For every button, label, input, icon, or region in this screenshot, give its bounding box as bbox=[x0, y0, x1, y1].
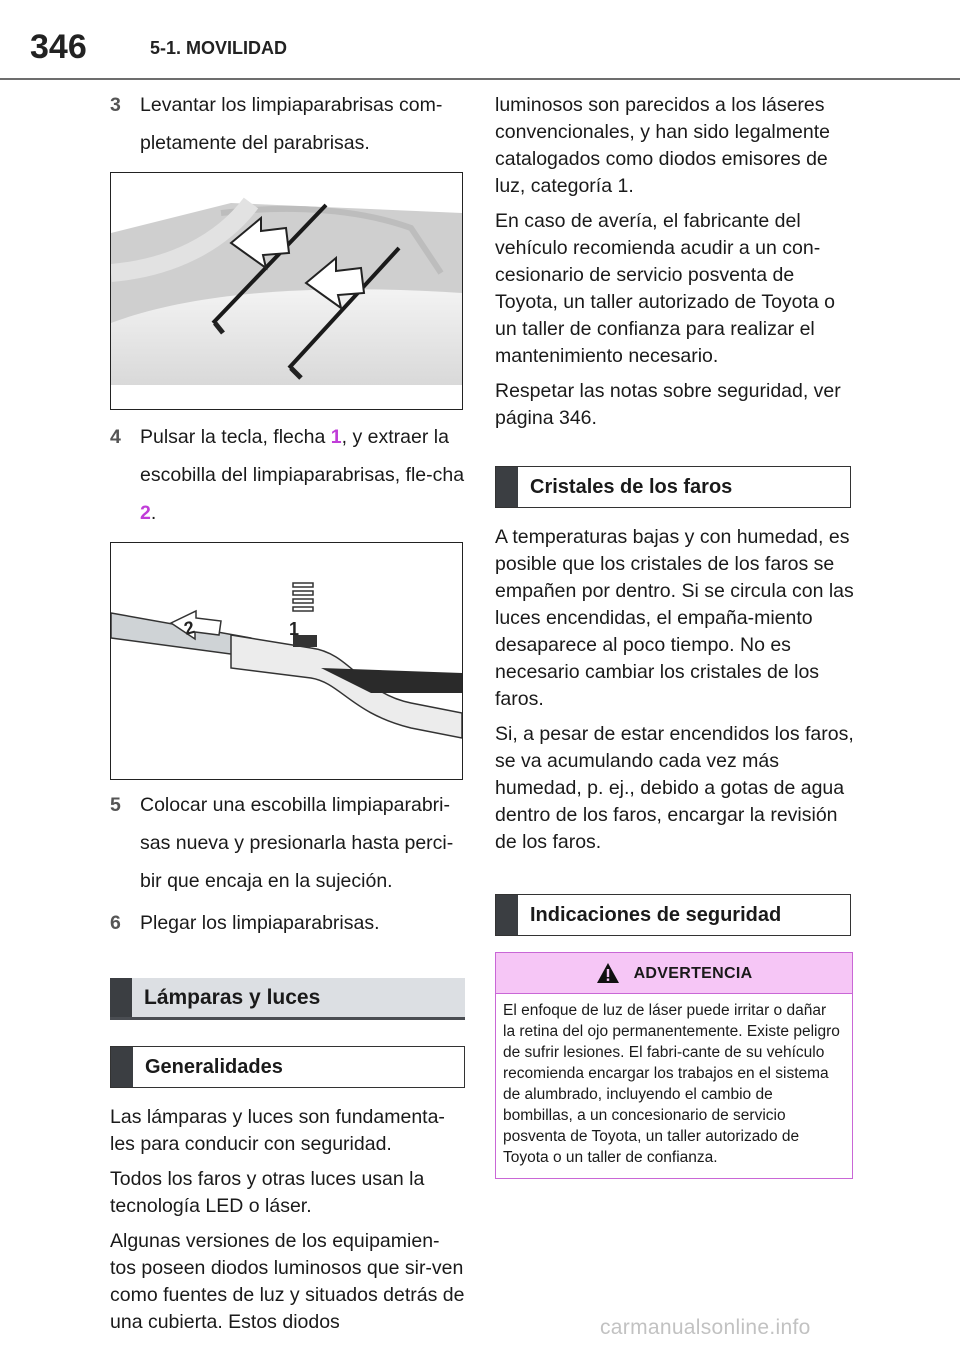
warning-text: El enfoque de luz de láser puede irritar o dañar la retina del ojo permanentemente. Existe peligro de sufrir lesiones. El fabri-cante de su vehículo recomienda encargar los trabajos en el sistema de alumbrado, incluyendo el cambio de bombillas, a un concesionario de servicio posventa de Toyota, un taller autorizado de Toyota o un taller de confianza. bbox=[503, 1002, 840, 1166]
step-6 bbox=[110, 910, 465, 942]
step-3 bbox=[110, 92, 465, 162]
paragraph: Todos los faros y otras luces usan la tecnología LED o láser. bbox=[110, 1168, 425, 1217]
paragraph: Las lámparas y luces son fundamenta-les para conducir con seguridad. bbox=[110, 1106, 445, 1155]
heading-bar bbox=[110, 978, 132, 1017]
fig-label-1: 1 bbox=[289, 619, 300, 639]
step-text: Levantar los limpiaparabrisas com-pletamente del parabrisas. bbox=[140, 94, 443, 154]
paragraph: Si, a pesar de estar encendidos los faros, se va acumulando cada vez más humedad, p. ej., debido a gotas de agua dentro de los faros, encargar la revisión de los faros. bbox=[495, 723, 854, 853]
step-text: Plegar los limpiaparabrisas. bbox=[140, 912, 380, 934]
step-text bbox=[140, 418, 465, 532]
heading-lamparas-y-luces bbox=[110, 978, 465, 1020]
step-text: Colocar una escobilla limpiaparabri-sas nueva y presionarla hasta perci-bir que encaja en la sujeción. bbox=[140, 794, 454, 892]
step-number: 4 bbox=[110, 426, 121, 448]
left-column bbox=[110, 92, 465, 1344]
heading-text: Indicaciones de seguridad bbox=[530, 903, 782, 926]
step-number: 6 bbox=[110, 912, 121, 934]
paragraph: Algunas versiones de los equipamien-tos poseen diodos luminosos que sir-ven como fuentes de luz y situados detrás de una cubierta. Estos diodos bbox=[110, 1230, 465, 1333]
page-header bbox=[0, 0, 960, 80]
ref-number-2: 2 bbox=[140, 502, 151, 524]
warning-box bbox=[495, 952, 853, 1179]
wiper-blade-release-illustration bbox=[110, 542, 463, 780]
ref-number-1: 1 bbox=[330, 426, 342, 448]
heading-indicaciones-de-seguridad bbox=[495, 894, 851, 936]
windshield-svg bbox=[111, 173, 462, 409]
fig-label-2: 2 bbox=[181, 616, 197, 639]
heading-generalidades bbox=[110, 1046, 465, 1088]
heading-bar bbox=[111, 1047, 133, 1087]
step-5 bbox=[110, 792, 465, 900]
step-text-part: Pulsar la tecla, flecha bbox=[140, 426, 331, 448]
step-number: 3 bbox=[110, 94, 121, 116]
paragraph: En caso de avería, el fabricante del vehículo recomienda acudir a un con-cesionario de servicio posventa de Toyota, un taller autorizado de Toyota o un taller de confianza para realizar el mantenimiento necesario. bbox=[495, 210, 836, 367]
warning-header bbox=[496, 953, 852, 994]
paragraph: luminosos son parecidos a los láseres convencionales, y han sido legalmente catalogados como diodos emisores de luz, categoría 1. bbox=[495, 94, 830, 197]
windshield-wiper-illustration bbox=[110, 172, 463, 410]
step-text-part: . bbox=[150, 502, 157, 524]
step-text-part: , y extraer la escobilla del limpiaparabrisas, fle-cha bbox=[140, 426, 465, 486]
heading-text: Generalidades bbox=[145, 1055, 283, 1078]
step-number: 5 bbox=[110, 794, 121, 816]
heading-bar bbox=[496, 895, 518, 935]
heading-bar bbox=[496, 467, 518, 507]
paragraph: A temperaturas bajas y con humedad, es posible que los cristales de los faros se empañen por dentro. Si se circula con las luces encendidas, el empaña-miento desaparece al poco tiempo. No es necesario cambiar los cristales de los faros. bbox=[495, 526, 854, 710]
wiper-blade-svg bbox=[111, 543, 462, 779]
section-title: 5-1. MOVILIDAD bbox=[150, 38, 288, 58]
heading-text: Lámparas y luces bbox=[144, 986, 321, 1009]
warning-title: ADVERTENCIA bbox=[633, 964, 753, 982]
heading-text: Cristales de los faros bbox=[530, 475, 733, 498]
page-number: 346 bbox=[30, 28, 87, 66]
warning-triangle-icon bbox=[596, 962, 620, 984]
paragraph: Respetar las notas sobre seguridad, ver página 346. bbox=[495, 380, 841, 429]
step-4 bbox=[110, 424, 465, 532]
right-column bbox=[495, 92, 855, 1179]
watermark: carmanualsonline.info bbox=[600, 1316, 811, 1339]
heading-cristales-de-los-faros bbox=[495, 466, 851, 508]
